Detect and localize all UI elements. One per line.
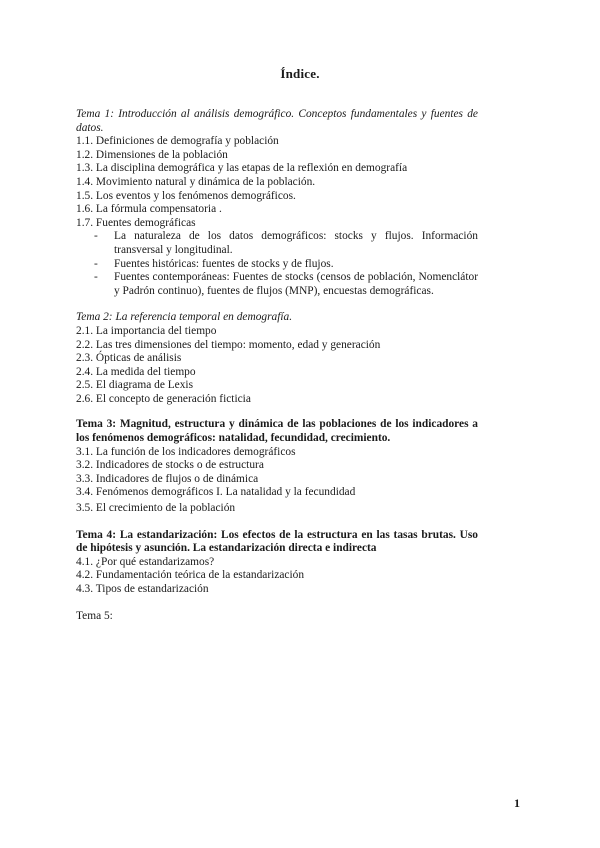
toc-item: 2.6. El concepto de generación ficticia bbox=[76, 392, 251, 405]
toc-subitem bbox=[76, 230, 478, 257]
tema-5-heading: Tema 5: bbox=[76, 609, 113, 622]
table-of-contents bbox=[76, 108, 478, 623]
toc-item: 3.2. Indicadores de stocks o de estructura bbox=[76, 459, 264, 472]
tema-1-section bbox=[76, 108, 478, 298]
toc-subitem-text: La naturaleza de los datos demográficos: stocks y flujos. Información transversal y longitudinal. bbox=[114, 230, 478, 256]
toc-subitem bbox=[76, 258, 478, 272]
toc-item: 4.3. Tipos de estandarización bbox=[76, 583, 209, 595]
dash-bullet: - bbox=[94, 257, 98, 270]
toc-item: 4.2. Fundamentación teórica de la estandarización bbox=[76, 569, 305, 582]
toc-item: 4.1. ¿Por qué estandarizamos? bbox=[76, 555, 215, 568]
tema-3-heading: Tema 3: Magnitud, estructura y dinámica de las poblaciones de los indicadores a los fenómenos demográficos: natalidad, fecundidad, crecimiento. bbox=[76, 418, 478, 445]
toc-item: 1.1. Definiciones de demografía y población bbox=[76, 135, 279, 148]
toc-item: 1.7. Fuentes demográficas bbox=[76, 216, 196, 229]
toc-subitem-text: Fuentes contemporáneas: Fuentes de stocks (censos de población, Nomenclátor y Padrón continuo), fuentes de flujos (MNP), encuestas demográficas. bbox=[114, 271, 478, 297]
toc-subitem bbox=[76, 271, 478, 298]
toc-item: 3.3. Indicadores de flujos o de dinámica bbox=[76, 472, 259, 485]
toc-item: 1.6. La fórmula compensatoria . bbox=[76, 203, 222, 216]
tema-5-section bbox=[76, 610, 478, 624]
tema-3-section bbox=[76, 418, 478, 515]
tema-2-section bbox=[76, 311, 478, 406]
toc-item: 2.1. La importancia del tiempo bbox=[76, 324, 217, 337]
page-number: 1 bbox=[514, 796, 520, 810]
toc-item: 3.1. La función de los indicadores demográficos bbox=[76, 445, 296, 458]
toc-item: 2.3. Ópticas de análisis bbox=[76, 352, 182, 365]
toc-item: 3.4. Fenómenos demográficos I. La natalidad y la fecundidad bbox=[76, 486, 356, 499]
toc-item: 1.4. Movimiento natural y dinámica de la población. bbox=[76, 175, 316, 188]
tema-2-heading: Tema 2: La referencia temporal en demografía. bbox=[76, 311, 293, 324]
dash-bullet: - bbox=[94, 271, 98, 284]
toc-item: 2.4. La medida del tiempo bbox=[76, 365, 196, 378]
tema-1-heading: Tema 1: Introducción al análisis demográfico. Conceptos fundamentales y fuentes de datos. bbox=[76, 108, 478, 134]
toc-subitem-text: Fuentes históricas: fuentes de stocks y de flujos. bbox=[114, 257, 334, 270]
tema-4-heading: Tema 4: La estandarización: Los efectos de la estructura en las tasas brutas. Uso de hipótesis y asunción. La estandarización directa e indirecta bbox=[76, 528, 478, 555]
toc-item: 1.5. Los eventos y los fenómenos demográficos. bbox=[76, 189, 296, 202]
page-title: Índice. bbox=[280, 66, 320, 81]
toc-item: 1.2. Dimensiones de la población bbox=[76, 148, 228, 161]
toc-item: 2.5. El diagrama de Lexis bbox=[76, 379, 194, 392]
dash-bullet: - bbox=[94, 230, 98, 243]
toc-item: 3.5. El crecimiento de la población bbox=[76, 502, 236, 515]
toc-item: 2.2. Las tres dimensiones del tiempo: momento, edad y generación bbox=[76, 338, 381, 351]
toc-item: 1.3. La disciplina demográfica y las etapas de la reflexión en demografía bbox=[76, 162, 408, 175]
tema-4-section bbox=[76, 529, 478, 597]
